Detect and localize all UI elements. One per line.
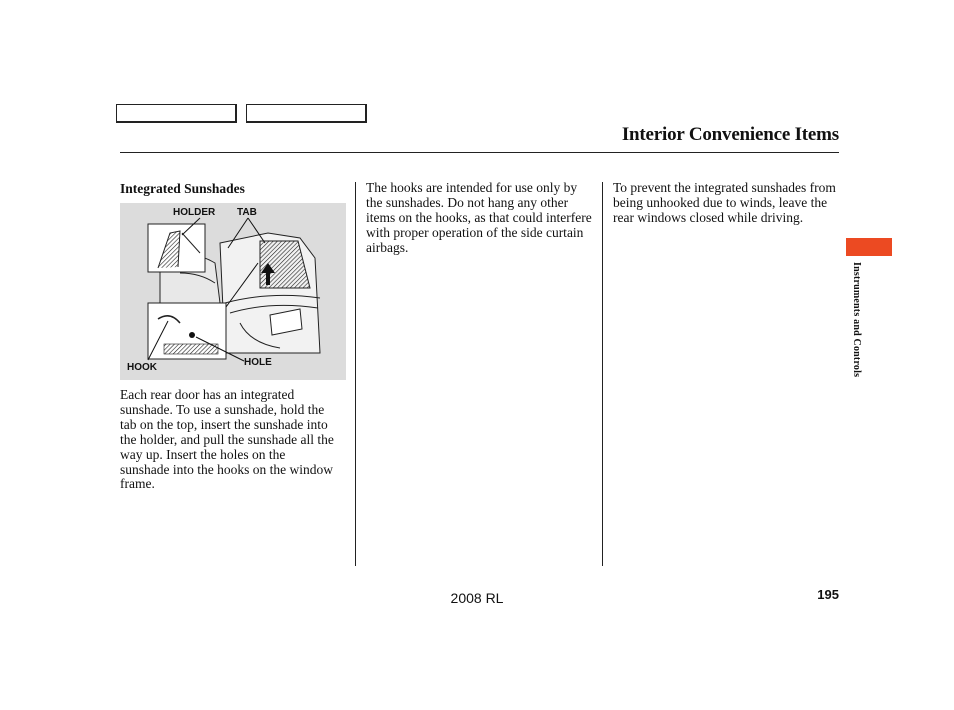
body-paragraph-col3: To prevent the integrated sunshades from being unhooked due to winds, leave the rear windows closed while driving. <box>613 180 836 225</box>
nav-button-next[interactable] <box>246 104 367 123</box>
sunshade-drawing <box>120 203 346 380</box>
column-divider <box>355 182 356 566</box>
callout-hole: HOLE <box>244 357 272 368</box>
section-heading: Integrated Sunshades <box>120 181 245 196</box>
footer-model: 2008 RL <box>450 590 504 606</box>
section-tab[interactable] <box>846 238 892 256</box>
callout-holder: HOLDER <box>173 207 216 218</box>
header-divider <box>120 152 839 153</box>
column-divider <box>602 182 603 566</box>
body-paragraph-col2: The hooks are intended for use only by the sunshades. Do not hang any other items on the hooks, as that could interfere with proper operation of the side curtain airbags. <box>366 180 592 255</box>
page-number: 195 <box>817 587 839 602</box>
page-title: Interior Convenience Items <box>621 124 839 145</box>
body-paragraph-col1: Each rear door has an integrated sunshade. To use a sunshade, hold the tab on the top, insert the sunshade into the holder, and pull the sunshade all the way up. Insert the holes on the sunshade into the hooks on the window frame. <box>120 387 334 492</box>
callout-hook: HOOK <box>127 362 157 373</box>
section-side-label: Instruments and Controls <box>851 262 862 378</box>
sunshade-illustration <box>120 203 346 380</box>
callout-tab: TAB <box>237 207 257 218</box>
nav-button-previous[interactable] <box>116 104 237 123</box>
